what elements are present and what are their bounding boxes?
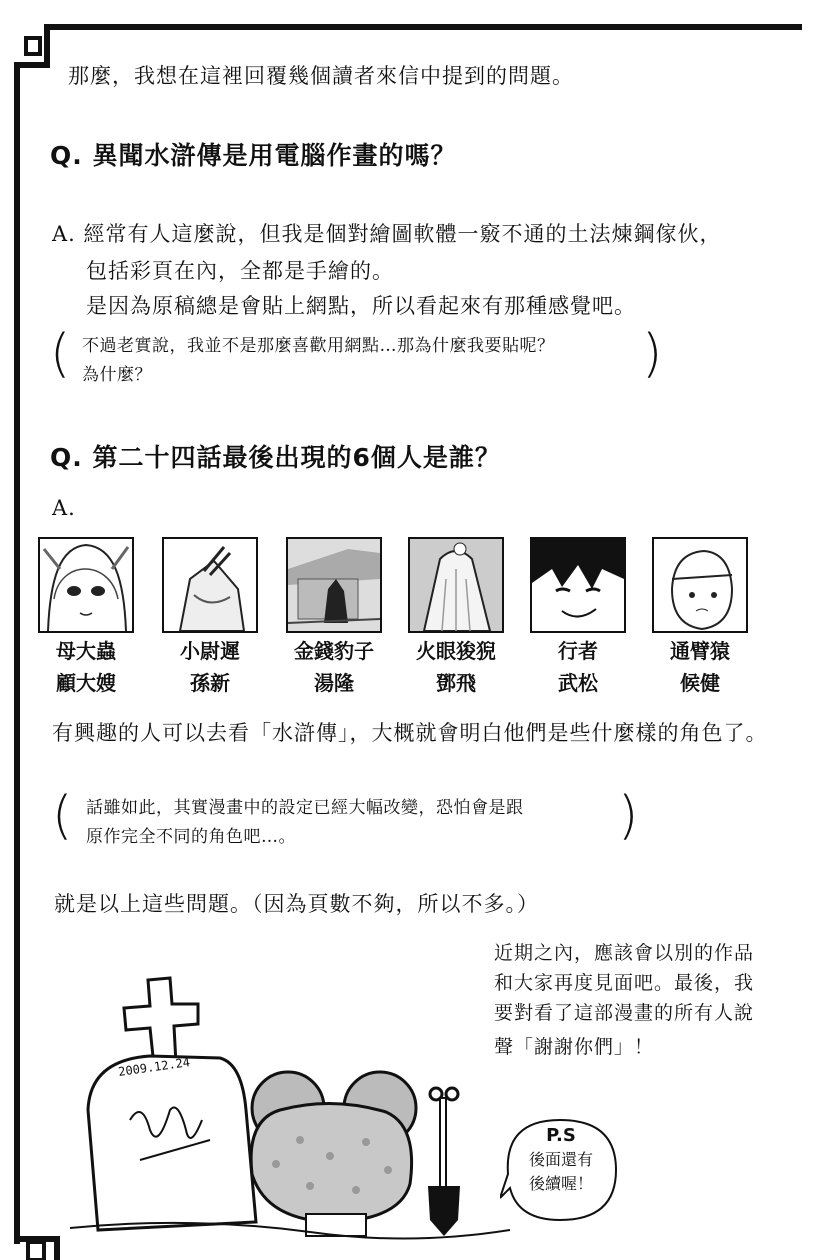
question-2: Q. 第二十四話最後出現的6個人是誰？: [50, 443, 501, 472]
character-name: 湯隆: [314, 671, 354, 695]
closing-text: 就是以上這些問題。（因為頁數不夠，所以不多。）: [54, 892, 539, 916]
bubble-line: 後面還有: [528, 1150, 593, 1169]
answer-1-line-3: 是因為原稿總是會貼上網點，所以看起來有那種感覺吧。: [86, 294, 636, 318]
character-name: 小尉遲: [180, 639, 240, 663]
character-portrait: [408, 537, 504, 633]
character-card: [408, 537, 504, 697]
farewell-line-1: 近期之內，應該會以別的作品: [494, 942, 755, 964]
character-card: [652, 537, 748, 697]
character-portrait: [530, 537, 626, 633]
open-paren: (: [50, 324, 71, 384]
characters-note: 有興趣的人可以去看「水滸傳」，大概就會明白他們是些什麼樣的角色了。: [52, 721, 768, 745]
intro-text: 那麼，我想在這裡回覆幾個讀者來信中提到的問題。: [68, 64, 574, 88]
question-1: Q. 異聞水滸傳是用電腦作畫的嗎？: [50, 141, 457, 170]
farewell-line-3: 要對看了這部漫畫的所有人說: [494, 1002, 755, 1024]
character-card: [38, 537, 134, 697]
character-name: 行者: [558, 639, 598, 663]
bubble-text: [500, 1124, 622, 1196]
answer-2-label: A.: [52, 496, 76, 520]
character-name: 火眼狻猊: [416, 639, 496, 663]
tombstone-illustration: [70, 960, 530, 1260]
aside-2-line-1: 話雖如此，其實漫畫中的設定已經大幅改變，恐怕會是跟: [86, 798, 524, 818]
answer-1-line-1: A. 經常有人這麼說，但我是個對繪圖軟體一竅不通的土法煉鋼傢伙，: [52, 222, 722, 246]
open-paren: (: [52, 786, 73, 846]
character-name: 孫新: [190, 671, 230, 695]
aside-1-line-2: 為什麼？: [82, 365, 152, 385]
character-name: 鄧飛: [436, 671, 476, 695]
aside-2-line-2: 原作完全不同的角色吧…。: [86, 827, 296, 847]
character-card: [286, 537, 382, 697]
character-portrait: [162, 537, 258, 633]
character-name: 母大蟲: [56, 639, 116, 663]
tombstone-date: 2009.12.24: [117, 1055, 191, 1079]
character-name: 候健: [680, 671, 720, 695]
farewell-line-4: 聲「謝謝你們」！: [494, 1036, 655, 1058]
character-list: [38, 537, 798, 697]
bubble-line: 後續喔！: [528, 1174, 593, 1193]
character-name: 顧大嫂: [56, 671, 116, 695]
character-name: 武松: [558, 671, 598, 695]
answer-1-line-2: 包括彩頁在內，全都是手繪的。: [86, 259, 394, 283]
farewell-line-2: 和大家再度見面吧。最後，我: [494, 972, 755, 994]
character-card: [530, 537, 626, 697]
close-paren: ): [618, 786, 639, 846]
character-portrait: [652, 537, 748, 633]
character-card: [162, 537, 258, 697]
character-portrait: [38, 537, 134, 633]
bubble-ps: P.S: [546, 1125, 576, 1146]
aside-1-line-1: 不過老實說，我並不是那麼喜歡用網點…那為什麼我要貼呢？: [82, 336, 555, 356]
close-paren: ): [642, 324, 663, 384]
character-portrait: [286, 537, 382, 633]
character-name: 金錢豹子: [294, 639, 374, 663]
character-name: 通臂猿: [670, 639, 730, 663]
